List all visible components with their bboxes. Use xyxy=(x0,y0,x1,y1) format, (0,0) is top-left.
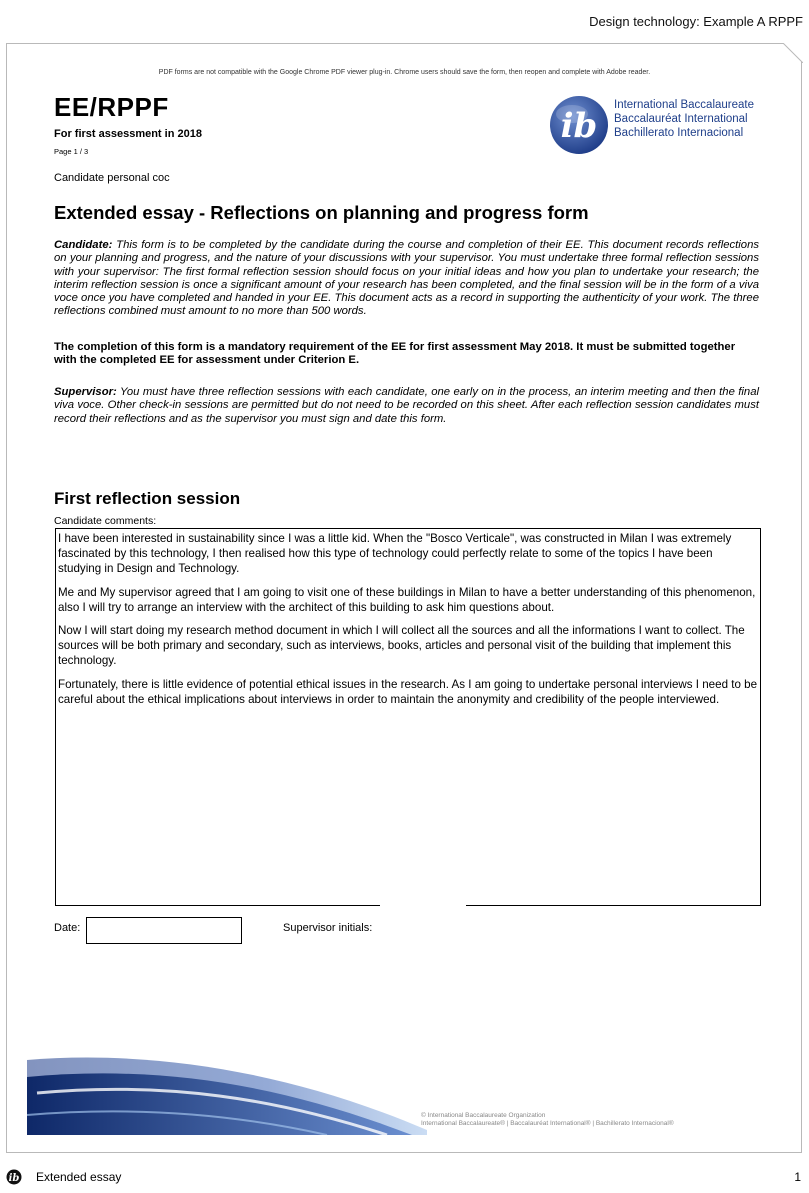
document-header-label: Design technology: Example A RPPF xyxy=(589,14,803,29)
mandatory-requirement-note: The completion of this form is a mandatory requirement of the EE for first assessment May 2018. It must be submitted together with the completed EE for assessment under Criterion E. xyxy=(54,341,736,367)
ib-logo-text: ib xyxy=(560,106,598,146)
copyright-line: International Baccalaureate® | Baccalauréat International® | Bachillerato Internacional® xyxy=(421,1120,674,1127)
copyright-line: © International Baccalaureate Organization xyxy=(421,1112,546,1119)
ib-organization-names xyxy=(614,98,754,140)
comment-paragraph: Me and My supervisor agreed that I am going to visit one of these buildings in Milan to have a better understanding of this phenomenon, also I will try to arrange an interview with the architect of this building to ask him questions about. xyxy=(58,585,756,614)
footer-page-number: 1 xyxy=(794,1170,801,1184)
comment-paragraph: I have been interested in sustainability since I was a little kid. When the "Bosco Verticale", was constructed in Milan I was extremely fascinated by this technology, I then realised how this type of technology could perfectly relate to some of the topics I have been studying in Design and Technology. xyxy=(58,532,732,576)
candidate-label: Candidate: xyxy=(54,239,113,251)
candidate-code-field[interactable]: Candidate personal coc xyxy=(54,172,170,184)
box-border-gap xyxy=(380,890,466,940)
ib-name-spanish: Bachillerato Internacional xyxy=(614,127,744,139)
candidate-comments-text xyxy=(58,531,758,715)
form-code: EE/RPPF xyxy=(54,92,169,122)
comment-paragraph: Fortunately, there is little evidence of potential ethical issues in the research. As I am going to undertake personal interviews I need to be careful about the ethical implications about interviews in order to maintain the anonymity and credibility of the people interviewed. xyxy=(58,677,758,706)
supervisor-initials-label: Supervisor initials: xyxy=(283,922,373,934)
pdf-compatibility-notice: PDF forms are not compatible with the Google Chrome PDF viewer plug-in. Chrome users should save the form, then reopen and complete with Adobe reader. xyxy=(158,69,651,76)
first-reflection-heading: First reflection session xyxy=(54,489,241,508)
page-corner-fold-icon xyxy=(783,43,803,63)
ib-name-french: Baccalauréat International xyxy=(614,113,748,125)
date-label: Date: xyxy=(54,922,81,934)
ib-footer-logo-icon xyxy=(6,1169,22,1185)
supervisor-instructions-text: You must have three reflection sessions with each candidate, one early on in the process, an interim meeting and then the final viva voce. Other check-in sessions are permitted but do not need to be recorded on this sheet. After each reflection session candidates must record their reflections and as the supervisor you must sign and date this form. xyxy=(54,386,759,425)
date-input[interactable] xyxy=(86,917,242,944)
footer-label: Extended essay xyxy=(36,1170,122,1184)
ib-logo-icon xyxy=(548,94,610,156)
copyright-notice xyxy=(421,1112,674,1128)
supervisor-instructions xyxy=(54,386,759,426)
candidate-instructions xyxy=(54,239,759,319)
comment-paragraph: Now I will start doing my research method document in which I will collect all the sources and all the informations I want to collect. The sources will be both primary and secondary, such as interviews, books, articles and personal visit of the building that implement this technology. xyxy=(58,624,745,668)
candidate-comments-label: Candidate comments: xyxy=(54,515,157,527)
ib-name-english: International Baccalaureate xyxy=(614,99,755,111)
footer-logo-text: ib xyxy=(8,1173,20,1184)
first-assessment-note: For first assessment in 2018 xyxy=(54,128,202,140)
candidate-instructions-text: This form is to be completed by the candidate during the course and completion of their EE. This document records reflections on your planning and progress, and the nature of your discussions with your supervisor. You must undertake three formal reflection sessions with your supervisor: The first formal reflection session should focus on your initial ideas and how you plan to undertake your research; the interim reflection session is once a significant amount of your research has been completed, and the final session will be in the form of a viva voce once you have completed and handed in your EE. This document acts as a record in supporting the authenticity of your work. The three reflections combined must amount to no more than 500 words. xyxy=(54,239,759,318)
ib-swoosh-decoration xyxy=(27,1055,427,1135)
supervisor-label: Supervisor: xyxy=(54,386,117,398)
form-title: Extended essay - Reflections on planning and progress form xyxy=(54,202,589,223)
page-indicator: Page 1 / 3 xyxy=(54,147,89,156)
